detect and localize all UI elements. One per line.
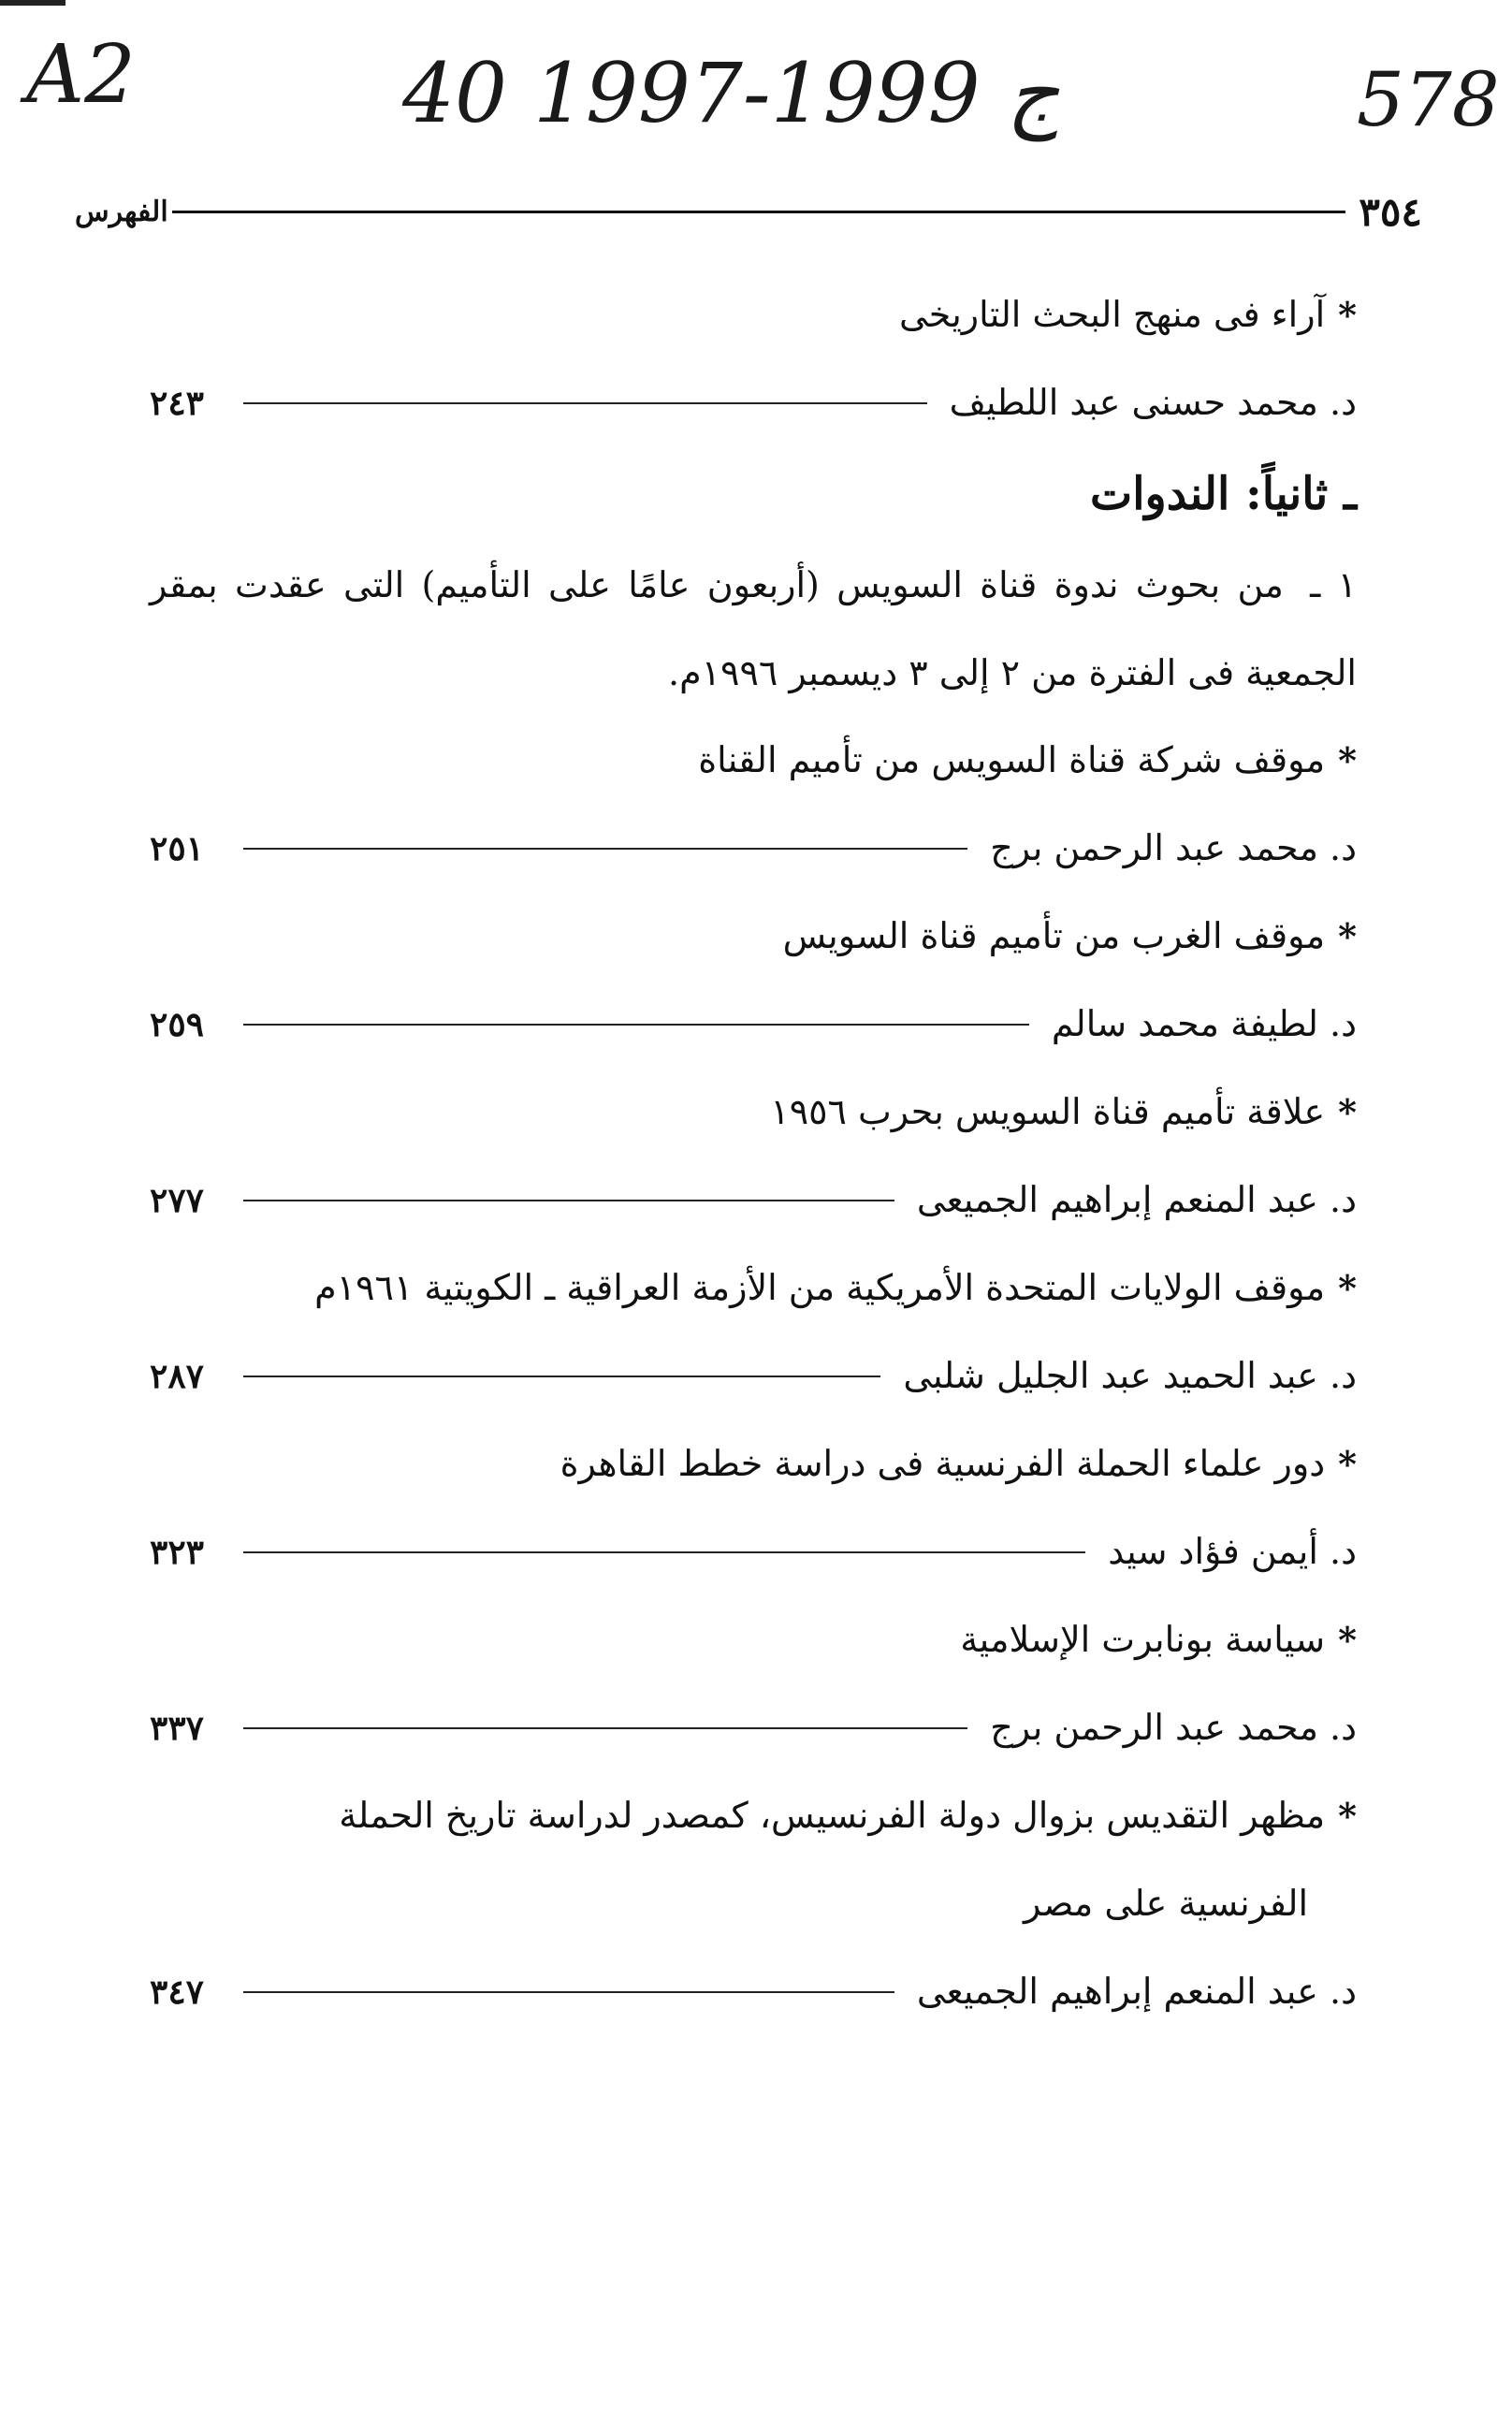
bullet-star: * (1338, 294, 1357, 337)
entry-page: ٢٥٩ (150, 1004, 205, 1044)
entry-title-continuation (150, 1860, 1357, 1948)
entry-page: ٢٥١ (150, 828, 205, 868)
entry-author: د. محمد حسنى عبد اللطيف (949, 382, 1357, 424)
bullet-star: * (1338, 1267, 1357, 1310)
dotted-leader (243, 402, 927, 404)
entry-page: ٣٢٣ (150, 1532, 205, 1572)
entry-author: د. عبد المنعم إبراهيم الجميعى (916, 1179, 1357, 1221)
dotted-leader (243, 1727, 967, 1729)
index-content (150, 271, 1357, 2036)
entry-page: ٣٣٧ (150, 1708, 205, 1748)
entry-author: د. محمد عبد الرحمن برج (990, 827, 1357, 869)
bullet-star: * (1338, 1443, 1357, 1486)
seminar-paragraph (150, 541, 1357, 717)
handwritten-reference: 40 ج 1999-1997 (402, 45, 1060, 141)
entry-title-line (150, 1245, 1357, 1332)
entry-title: موقف الغرب من تأميم قناة السويس (782, 915, 1326, 957)
dotted-leader (243, 1991, 894, 1993)
section-name: الفهرس (75, 195, 168, 228)
bullet-star: * (1338, 1091, 1357, 1134)
entry-title: آراء فى منهج البحث التاريخى (899, 294, 1326, 336)
entry-page: ٢٧٧ (150, 1180, 205, 1220)
section-heading: ـ ثانياً: الندوات (1090, 468, 1357, 520)
entry-author-line (150, 1684, 1357, 1772)
dotted-leader (243, 1200, 894, 1201)
entry-title: موقف شركة قناة السويس من تأميم القناة (698, 739, 1326, 781)
seminar-number: ١ ـ (1310, 564, 1357, 605)
entry-author-line (150, 359, 1357, 447)
dotted-leader (243, 1551, 1085, 1553)
dotted-leader (243, 848, 967, 850)
bullet-star: * (1338, 1619, 1357, 1662)
entry-title-line (150, 1596, 1357, 1684)
entry-title: دور علماء الحملة الفرنسية فى دراسة خطط القاهرة (560, 1443, 1326, 1485)
entry-author-line (150, 1948, 1357, 2036)
entry-author-line (150, 981, 1357, 1069)
bullet-star: * (1338, 1795, 1357, 1838)
entry-page: ٢٨٧ (150, 1356, 205, 1396)
handwritten-item-number: 578 (1357, 56, 1500, 143)
entry-title-line (150, 1069, 1357, 1157)
entry-author-line (150, 1508, 1357, 1596)
entry-title-line (150, 271, 1357, 359)
bullet-star: * (1338, 739, 1357, 782)
entry-author: د. عبد الحميد عبد الجليل شلبى (903, 1355, 1357, 1397)
dotted-leader (243, 1376, 880, 1377)
entry-title: موقف الولايات المتحدة الأمريكية من الأزمة العراقية ـ الكويتية ١٩٦١م (314, 1267, 1326, 1309)
entry-title: علاقة تأميم قناة السويس بحرب ١٩٥٦ (770, 1091, 1326, 1133)
entry-page: ٣٤٧ (150, 1972, 205, 2012)
entry-title-line (150, 1772, 1357, 1860)
handwritten-corner-code: A2 (26, 28, 136, 122)
bullet-star: * (1338, 915, 1357, 958)
entry-title-line (150, 893, 1357, 981)
entry-author: د. لطيفة محمد سالم (1051, 1003, 1357, 1045)
entry-page: ٢٤٣ (150, 383, 205, 423)
page-header (75, 183, 1422, 240)
entry-author: د. عبد المنعم إبراهيم الجميعى (916, 1971, 1357, 2013)
entry-author-line (150, 805, 1357, 893)
header-rule (172, 211, 1346, 213)
entry-title-line (150, 717, 1357, 805)
entry-title: مظهر التقديس بزوال دولة الفرنسيس، كمصدر لدراسة تاريخ الحملة (339, 1795, 1326, 1837)
entry-title: الفرنسية على مصر (1024, 1883, 1308, 1925)
scan-edge-mark (0, 0, 65, 6)
seminar-text: من بحوث ندوة قناة السويس (أربعون عامًا على التأميم) التى عقدت بمقر الجمعية فى الفترة من ٢ إلى ٣ ديسمبر ١٩٩٦م. (150, 564, 1357, 693)
entry-author: د. محمد عبد الرحمن برج (990, 1707, 1357, 1749)
entry-author-line (150, 1157, 1357, 1245)
entry-author-line (150, 1332, 1357, 1420)
entry-title-line (150, 1420, 1357, 1508)
entry-author: د. أيمن فؤاد سيد (1108, 1531, 1357, 1573)
entry-title: سياسة بونابرت الإسلامية (960, 1619, 1326, 1661)
page-number: ٣٥٤ (1359, 188, 1422, 235)
dotted-leader (243, 1024, 1029, 1026)
